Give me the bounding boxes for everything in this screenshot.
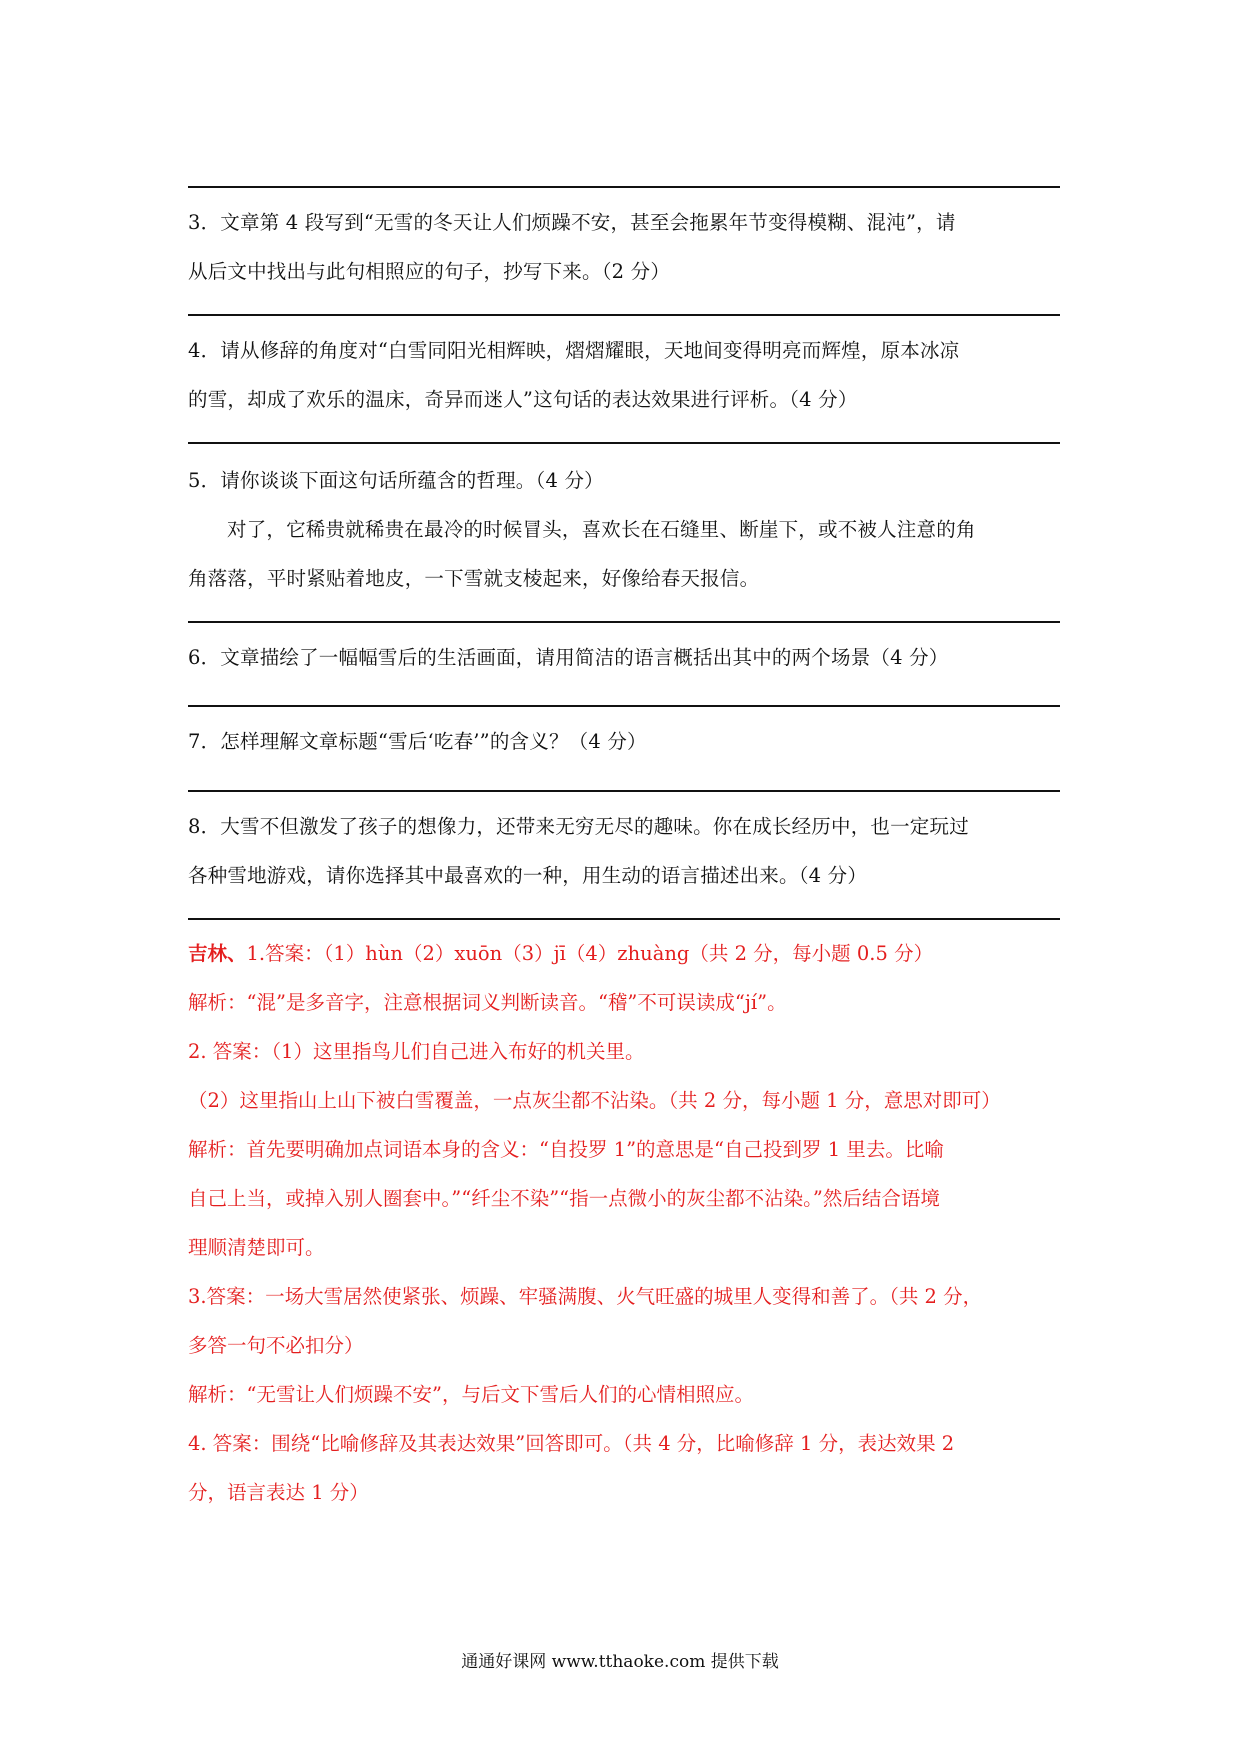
page-footer: 通通好课网 www.tthaoke.com 提供下载: [461, 1652, 779, 1672]
answer-4-line-1: 4. 答案：围绕“比喻修辞及其表达效果”回答即可。（共 4 分，比喻修辞 1 分，表达效果 2: [188, 1432, 955, 1455]
question-4-line-1: 4．请从修辞的角度对“白雪同阳光相辉映，熠熠耀眼，天地间变得明亮而辉煌，原本冰凉: [188, 339, 960, 362]
answer-3-explanation: 解析：“无雪让人们烦躁不安”，与后文下雪后人们的心情相照应。: [188, 1383, 754, 1406]
answer-4-line-2: 分，语言表达 1 分）: [188, 1481, 369, 1504]
question-3-line-1: 3．文章第 4 段写到“无雪的冬天让人们烦躁不安，甚至会拖累年节变得模糊、混沌”，请: [188, 211, 956, 234]
question-6-line-1: 6．文章描绘了一幅幅雪后的生活画面，请用简洁的语言概括出其中的两个场景（4 分）: [188, 646, 949, 669]
answer-1: [188, 929, 1060, 978]
question-7-line-1: 7．怎样理解文章标题“雪后‘吃春’”的含义？（4 分）: [188, 730, 647, 753]
answer-3-line-2: 多答一句不必扣分）: [188, 1334, 364, 1357]
question-8-line-2: 各种雪地游戏，请你选择其中最喜欢的一种，用生动的语言描述出来。（4 分）: [188, 864, 868, 887]
answer-key: [188, 920, 1060, 1517]
question-4: [188, 316, 1060, 442]
question-3-line-2: 从后文中找出与此句相照应的句子，抄写下来。（2 分）: [188, 260, 671, 283]
answer-2-explanation-1: 解析：首先要明确加点词语本身的含义：“自投罗 1”的意思是“自己投到罗 1 里去。比喻: [188, 1138, 944, 1161]
question-3: [188, 188, 1060, 314]
answer-2-part-2: （2）这里指山上山下被白雪覆盖，一点灰尘都不沾染。（共 2 分，每小题 1 分，意思对即可）: [188, 1089, 1001, 1112]
question-4-line-2: 的雪，却成了欢乐的温床，奇异而迷人”这句话的表达效果进行评析。（4 分）: [188, 388, 858, 411]
answer-region-label: 吉林、: [188, 942, 247, 965]
answer-2: 2. 答案：（1）这里指鸟儿们自己进入布好的机关里。: [188, 1040, 645, 1063]
question-5: [188, 444, 1060, 621]
answer-2-explanation-2: 自己上当，或掉入别人圈套中。”“纤尘不染”“指一点微小的灰尘都不沾染。”然后结合语境: [188, 1187, 940, 1210]
question-5-line-1: 5．请你谈谈下面这句话所蕴含的哲理。（4 分）: [188, 469, 604, 492]
question-8: [188, 792, 1060, 918]
content-column: [188, 186, 1060, 1517]
answer-3-line-1: 3.答案：一场大雪居然使紧张、烦躁、牢骚满腹、火气旺盛的城里人变得和善了。（共 2 分，: [188, 1285, 983, 1308]
answer-1-explanation: 解析：“混”是多音字，注意根据词义判断读音。“稽”不可误读成“jí”。: [188, 991, 787, 1014]
answer-1-text: 1.答案：（1）hùn（2）xuōn（3）jī（4）zhuàng（共 2 分，每小题 0.5 分）: [246, 942, 934, 965]
answer-2-explanation-3: 理顺清楚即可。: [188, 1236, 325, 1259]
question-6: [188, 623, 1060, 705]
question-5-quote-line-2: 角落落，平时紧贴着地皮，一下雪就支棱起来，好像给春天报信。: [188, 567, 760, 590]
question-7: [188, 707, 1060, 790]
question-8-line-1: 8．大雪不但激发了孩子的想像力，还带来无穷无尽的趣味。你在成长经历中，也一定玩过: [188, 815, 969, 838]
question-5-quote-line-1: 对了，它稀贵就稀贵在最冷的时候冒头，喜欢长在石缝里、断崖下，或不被人注意的角: [227, 518, 976, 541]
